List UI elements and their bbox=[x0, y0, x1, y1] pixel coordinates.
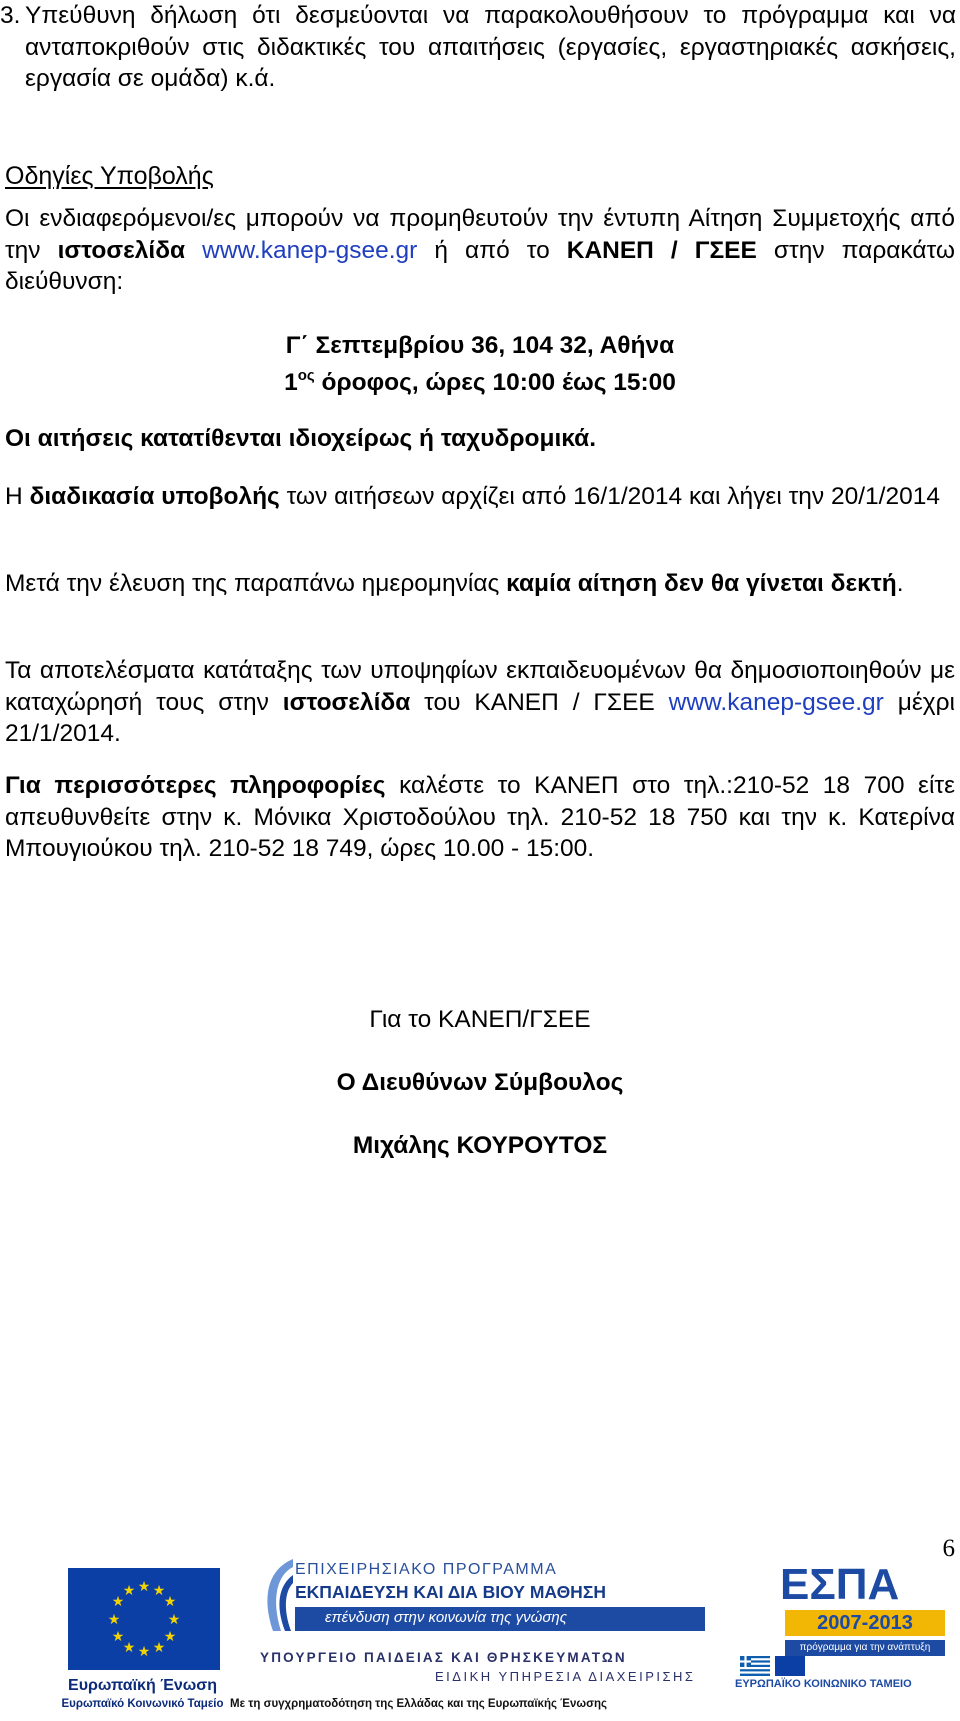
paragraph-application-form bbox=[5, 203, 955, 298]
managing-authority: ΕΙΔΙΚΗ ΥΠΗΡΕΣΙΑ ΔΙΑΧΕΙΡΙΣΗΣ bbox=[435, 1669, 696, 1684]
text-run: Οι ενδιαφερόμενοι/ες μπορούν να προμηθευτούν την έντυπη Αίτηση Συμμετοχής από την bbox=[5, 205, 955, 264]
svg-text:★: ★ bbox=[111, 1594, 125, 1610]
text-run bbox=[185, 237, 202, 264]
svg-text:★: ★ bbox=[107, 1612, 121, 1628]
text-run: μέχρι 21/1/2014. bbox=[5, 688, 955, 747]
funding-footer-banner bbox=[0, 1535, 960, 1721]
requirement-item-3 bbox=[0, 0, 956, 95]
paragraph-submission-method: Οι αιτήσεις κατατίθενται ιδιοχείρως ή ταχυδρομικά. bbox=[5, 425, 597, 452]
svg-text:★: ★ bbox=[163, 1629, 177, 1645]
text-run: των αιτήσεων αρχίζει από 16/1/2014 και λήγει την 20/1/2014 bbox=[279, 483, 940, 510]
floor-hours-text: όροφος, ώρες 10:00 έως 15:00 bbox=[314, 369, 676, 396]
floor-number: 1 bbox=[284, 369, 298, 396]
paragraph-submission-dates bbox=[5, 481, 955, 513]
svg-text:★: ★ bbox=[111, 1629, 125, 1645]
svg-text:★: ★ bbox=[167, 1612, 181, 1628]
programme-slogan: επένδυση στην κοινωνία της γνώσης bbox=[325, 1609, 567, 1626]
website-link[interactable]: www.kanep-gsee.gr bbox=[202, 236, 418, 264]
eu-flag-icon bbox=[68, 1568, 220, 1670]
ministry-name: ΥΠΟΥΡΓΕΙΟ ΠΑΙΔΕΙΑΣ ΚΑΙ ΘΡΗΣΚΕΥΜΑΤΩΝ bbox=[260, 1650, 627, 1665]
text-run: Η bbox=[5, 483, 30, 510]
eu-stars-icon bbox=[68, 1568, 220, 1670]
floor-hours-line bbox=[0, 367, 960, 399]
eu-name: Ευρωπαϊκή Ένωση bbox=[68, 1677, 217, 1694]
svg-text:★: ★ bbox=[137, 1579, 151, 1595]
paragraph-deadline-notice bbox=[5, 568, 955, 600]
text-run: Τα αποτελέσματα κατάταξης των υποψηφίων εκπαιδευομένων θα δημοσιοποιηθούν με καταχώρησή τους στην bbox=[5, 657, 955, 716]
text-run: του ΚΑΝΕΠ / ΓΣΕΕ bbox=[410, 688, 669, 716]
svg-text:★: ★ bbox=[137, 1644, 151, 1660]
greek-flag-icon bbox=[740, 1656, 770, 1676]
cofunding-statement: Με τη συγχρηματοδότηση της Ελλάδας και της Ευρωπαϊκής Ένωσης bbox=[230, 1698, 607, 1710]
esf-fund-name: ΕΥΡΩΠΑΪΚΟ ΚΟΙΝΩΝΙΚΟ ΤΑΜΕΙΟ bbox=[735, 1678, 912, 1690]
signature-for: Για το ΚΑΝΕΠ/ΓΣΕΕ bbox=[369, 1006, 591, 1033]
signature-name: Μιχάλης ΚΟΥΡΟΥΤΟΣ bbox=[352, 1132, 608, 1159]
programme-swoosh-icon bbox=[255, 1555, 295, 1635]
bold-text: διαδικασία υποβολής bbox=[29, 483, 280, 510]
espa-tagline: πρόγραμμα για την ανάπτυξη bbox=[785, 1640, 945, 1656]
bold-text: ιστοσελίδα bbox=[57, 236, 186, 264]
item-number: 3. bbox=[0, 2, 21, 29]
bold-text: ΚΑΝΕΠ / ΓΣΕΕ bbox=[566, 236, 757, 264]
bold-text: καμία αίτηση δεν θα γίνεται δεκτή bbox=[506, 570, 897, 597]
espa-years: 2007-2013 bbox=[785, 1610, 945, 1636]
paragraph-results bbox=[5, 655, 955, 750]
svg-text:★: ★ bbox=[122, 1583, 136, 1599]
esf-name: Ευρωπαϊκό Κοινωνικό Ταμείο bbox=[61, 1698, 224, 1710]
floor-ordinal: ος bbox=[297, 367, 315, 384]
svg-text:★: ★ bbox=[152, 1640, 166, 1656]
website-link[interactable]: www.kanep-gsee.gr bbox=[668, 688, 884, 716]
address-line: Γ΄ Σεπτεμβρίου 36, 104 32, Αθήνα bbox=[285, 332, 675, 359]
operational-programme-logo bbox=[230, 1555, 705, 1715]
page-number: 6 bbox=[942, 1535, 955, 1562]
text-run: στην παρακάτω διεύθυνση: bbox=[5, 236, 955, 295]
svg-text:★: ★ bbox=[163, 1594, 177, 1610]
paragraph-contact-info bbox=[5, 770, 955, 865]
text-run: Μετά την έλευση της παραπάνω ημερομηνίας bbox=[5, 570, 507, 597]
espa-title: ΕΣΠΑ bbox=[780, 1560, 900, 1609]
svg-text:★: ★ bbox=[152, 1583, 166, 1599]
eu-logo-block bbox=[40, 1568, 245, 1718]
bold-text: ιστοσελίδα bbox=[282, 688, 411, 716]
eu-mini-flag-icon bbox=[775, 1656, 805, 1676]
programme-title-line1: ΕΠΙΧΕΙΡΗΣΙΑΚΟ ΠΡΟΓΡΑΜΜΑ bbox=[295, 1561, 558, 1578]
signature-role: Ο Διευθύνων Σύμβουλος bbox=[336, 1069, 624, 1096]
eu-caption bbox=[40, 1676, 245, 1712]
svg-text:★: ★ bbox=[122, 1640, 136, 1656]
espa-logo bbox=[735, 1560, 950, 1710]
section-heading: Οδηγίες Υποβολής bbox=[5, 162, 214, 190]
item-text: Υπεύθυνη δήλωση ότι δεσμεύονται να παρακολουθήσουν το πρόγραμμα και να ανταποκριθούν στις διδακτικές του απαιτήσεις (εργασίες, εργαστηριακές ασκήσεις, εργασία σε ομάδα) κ.ά. bbox=[25, 2, 956, 92]
bold-text: Για περισσότερες πληροφορίες bbox=[5, 772, 386, 799]
text-run: καλέστε το ΚΑΝΕΠ στο τηλ.:210-52 18 700 είτε απευθυνθείτε στην κ. Μόνικα Χριστοδούλου τηλ. 210-52 18 750 και την κ. Κατερίνα Μπουγιούκου τηλ. 210-52 18 749, ώρες 10.00 - 15:00. bbox=[5, 772, 955, 862]
text-run: . bbox=[896, 570, 904, 597]
programme-title-line2: ΕΚΠΑΙΔΕΥΣΗ ΚΑΙ ΔΙΑ ΒΙΟΥ ΜΑΘΗΣΗ bbox=[295, 1582, 606, 1602]
text-run: ή από το bbox=[417, 236, 567, 264]
